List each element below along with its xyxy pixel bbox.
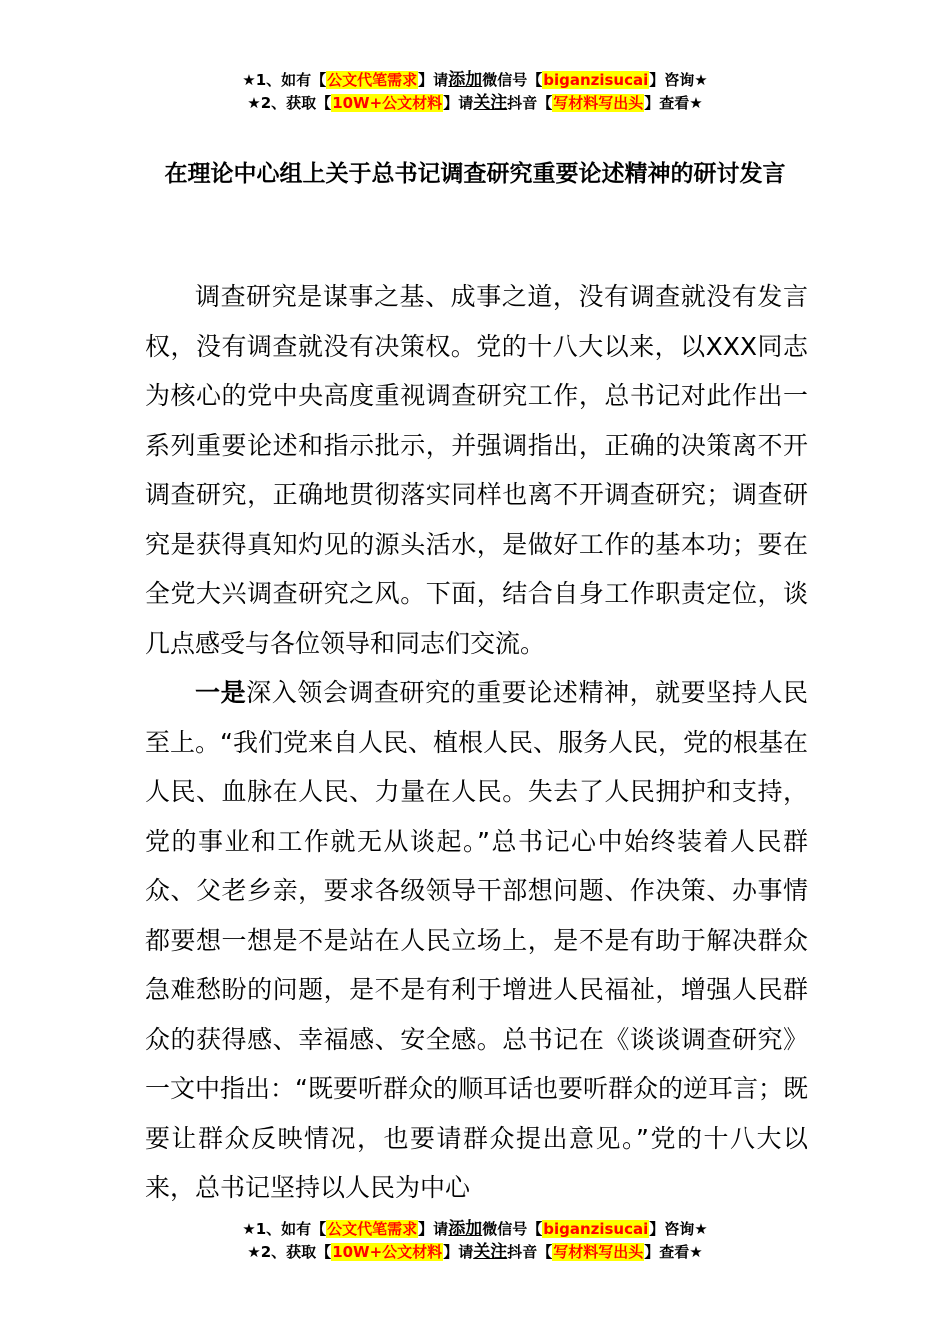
ad-highlight-materials: 10W+公文材料 <box>332 1243 443 1261</box>
document-body <box>145 272 808 1213</box>
ad-highlight-wechat: biganzisucai <box>543 71 649 89</box>
ad-line-2: ★2、获取【10W+公文材料】请关注抖音【写材料写出头】查看★ <box>247 93 703 113</box>
paragraph-point-one: 一是深入领会调查研究的重要论述精神，就要坚持人民至上。“我们党来自人民、植根人民、服务人民，党的根基在人民、血脉在人民、力量在人民。失去了人民拥护和支持，党的事业和工作就无从谈起。”总书记心中始终装着人民群众、父老乡亲，要求各级领导干部想问题、作决策、办事情都要想一想是不是站在人民立场上，是不是有助于解决群众急难愁盼的问题，是不是有利于增进人民福祉，增强人民群众的获得感、幸福感、安全感。总书记在《谈谈调查研究》一文中指出：“既要听群众的顺耳话也要听群众的逆耳言；既要让群众反映情况，也要请群众提出意见。”党的十八大以来，总书记坚持以人民为中心 <box>145 678 808 1202</box>
ad-highlight-materials: 10W+公文材料 <box>332 94 443 112</box>
document-title: 在理论中心组上关于总书记调查研究重要论述精神的研讨发言 <box>164 161 786 187</box>
ad-line-1: ★1、如有【公文代笔需求】请添加微信号【biganzisucai】咨询★ <box>242 70 708 90</box>
ad-highlight-service: 公文代笔需求 <box>327 1220 418 1238</box>
header-ad-banner <box>0 69 950 115</box>
footer-ad-banner <box>0 1218 950 1264</box>
ad-line-2: ★2、获取【10W+公文材料】请关注抖音【写材料写出头】查看★ <box>247 1242 703 1262</box>
ad-line-1: ★1、如有【公文代笔需求】请添加微信号【biganzisucai】咨询★ <box>242 1219 708 1239</box>
ad-highlight-douyin: 写材料写出头 <box>553 94 644 112</box>
paragraph-lead: 一是 <box>195 678 247 707</box>
ad-highlight-douyin: 写材料写出头 <box>553 1243 644 1261</box>
ad-highlight-service: 公文代笔需求 <box>327 71 418 89</box>
ad-highlight-wechat: biganzisucai <box>543 1220 649 1238</box>
paragraph-intro: 调查研究是谋事之基、成事之道，没有调查就没有发言权，没有调查就没有决策权。党的十八大以来，以XXX同志为核心的党中央高度重视调查研究工作，总书记对此作出一系列重要论述和指示批示，并强调指出，正确的决策离不开调查研究，正确地贯彻落实同样也离不开调查研究；调查研究是获得真知灼见的源头活水，是做好工作的基本功；要在全党大兴调查研究之风。下面，结合自身工作职责定位，谈几点感受与各位领导和同志们交流。 <box>145 282 808 658</box>
